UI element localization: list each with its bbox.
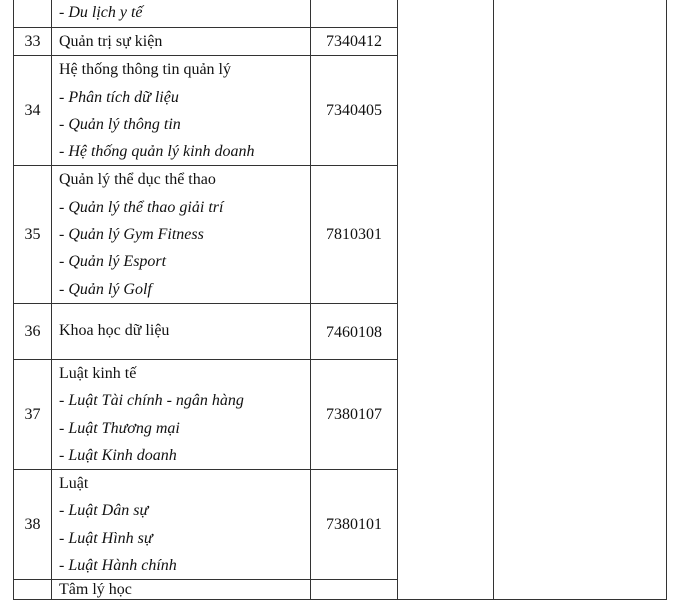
specialization-label: - Quản lý Golf — [59, 280, 152, 298]
empty-column-cell — [398, 0, 494, 600]
empty-column-cell — [494, 0, 667, 600]
programs-table — [13, 0, 667, 600]
program-title: Luật kinh tế — [59, 364, 137, 382]
specialization-label: - Quản lý thông tin — [59, 115, 181, 133]
program-name-cell — [52, 0, 311, 28]
row-number-cell: 38 — [14, 470, 52, 580]
row-number-cell: 35 — [14, 166, 52, 303]
specialization-label: - Phân tích dữ liệu — [59, 88, 179, 106]
specialization-label: - Luật Thương mại — [59, 419, 180, 437]
program-title: Khoa học dữ liệu — [59, 321, 170, 339]
specialization-label: - Luật Kinh doanh — [59, 446, 177, 464]
row-number-cell: 33 — [14, 28, 52, 56]
row-number-cell — [14, 580, 52, 600]
program-code-cell: 7460108 — [311, 303, 398, 359]
program-code-cell: 7380101 — [311, 470, 398, 580]
program-title: Quản lý thể dục thể thao — [59, 171, 216, 189]
specialization-label: - Du lịch y tế — [59, 4, 143, 21]
specialization-label: - Luật Hình sự — [59, 529, 153, 547]
row-number-cell: 34 — [14, 56, 52, 166]
specialization-label: - Luật Hành chính — [59, 557, 177, 575]
program-name-cell — [52, 580, 311, 600]
program-code-cell: 7380107 — [311, 359, 398, 469]
program-code-cell: 7810301 — [311, 166, 398, 303]
program-code-cell: 7340405 — [311, 56, 398, 166]
program-code-cell — [311, 580, 398, 600]
row-number-cell: 36 — [14, 303, 52, 359]
specialization-label: - Quản lý Esport — [59, 253, 167, 271]
row-number-cell — [14, 0, 52, 28]
program-name-cell — [52, 470, 311, 580]
program-name-cell — [52, 166, 311, 303]
program-name-cell — [52, 303, 311, 359]
program-name-cell — [52, 359, 311, 469]
specialization-label: - Hệ thống quản lý kinh doanh — [59, 143, 255, 161]
specialization-label: - Quản lý thể thao giải trí — [59, 198, 224, 216]
program-code-cell: 7340412 — [311, 28, 398, 56]
specialization-label: - Quản lý Gym Fitness — [59, 226, 204, 244]
program-name-cell — [52, 28, 311, 56]
program-code-cell — [311, 0, 398, 28]
program-title: Luật — [59, 475, 89, 493]
specialization-label: - Luật Dân sự — [59, 502, 149, 520]
program-title: Tâm lý học — [59, 581, 132, 599]
row-number-cell: 37 — [14, 359, 52, 469]
table-row — [14, 0, 667, 28]
program-name-cell — [52, 56, 311, 166]
program-title: Quản trị sự kiện — [59, 33, 163, 50]
specialization-label: - Luật Tài chính - ngân hàng — [59, 392, 244, 410]
program-title: Hệ thống thông tin quản lý — [59, 61, 231, 79]
